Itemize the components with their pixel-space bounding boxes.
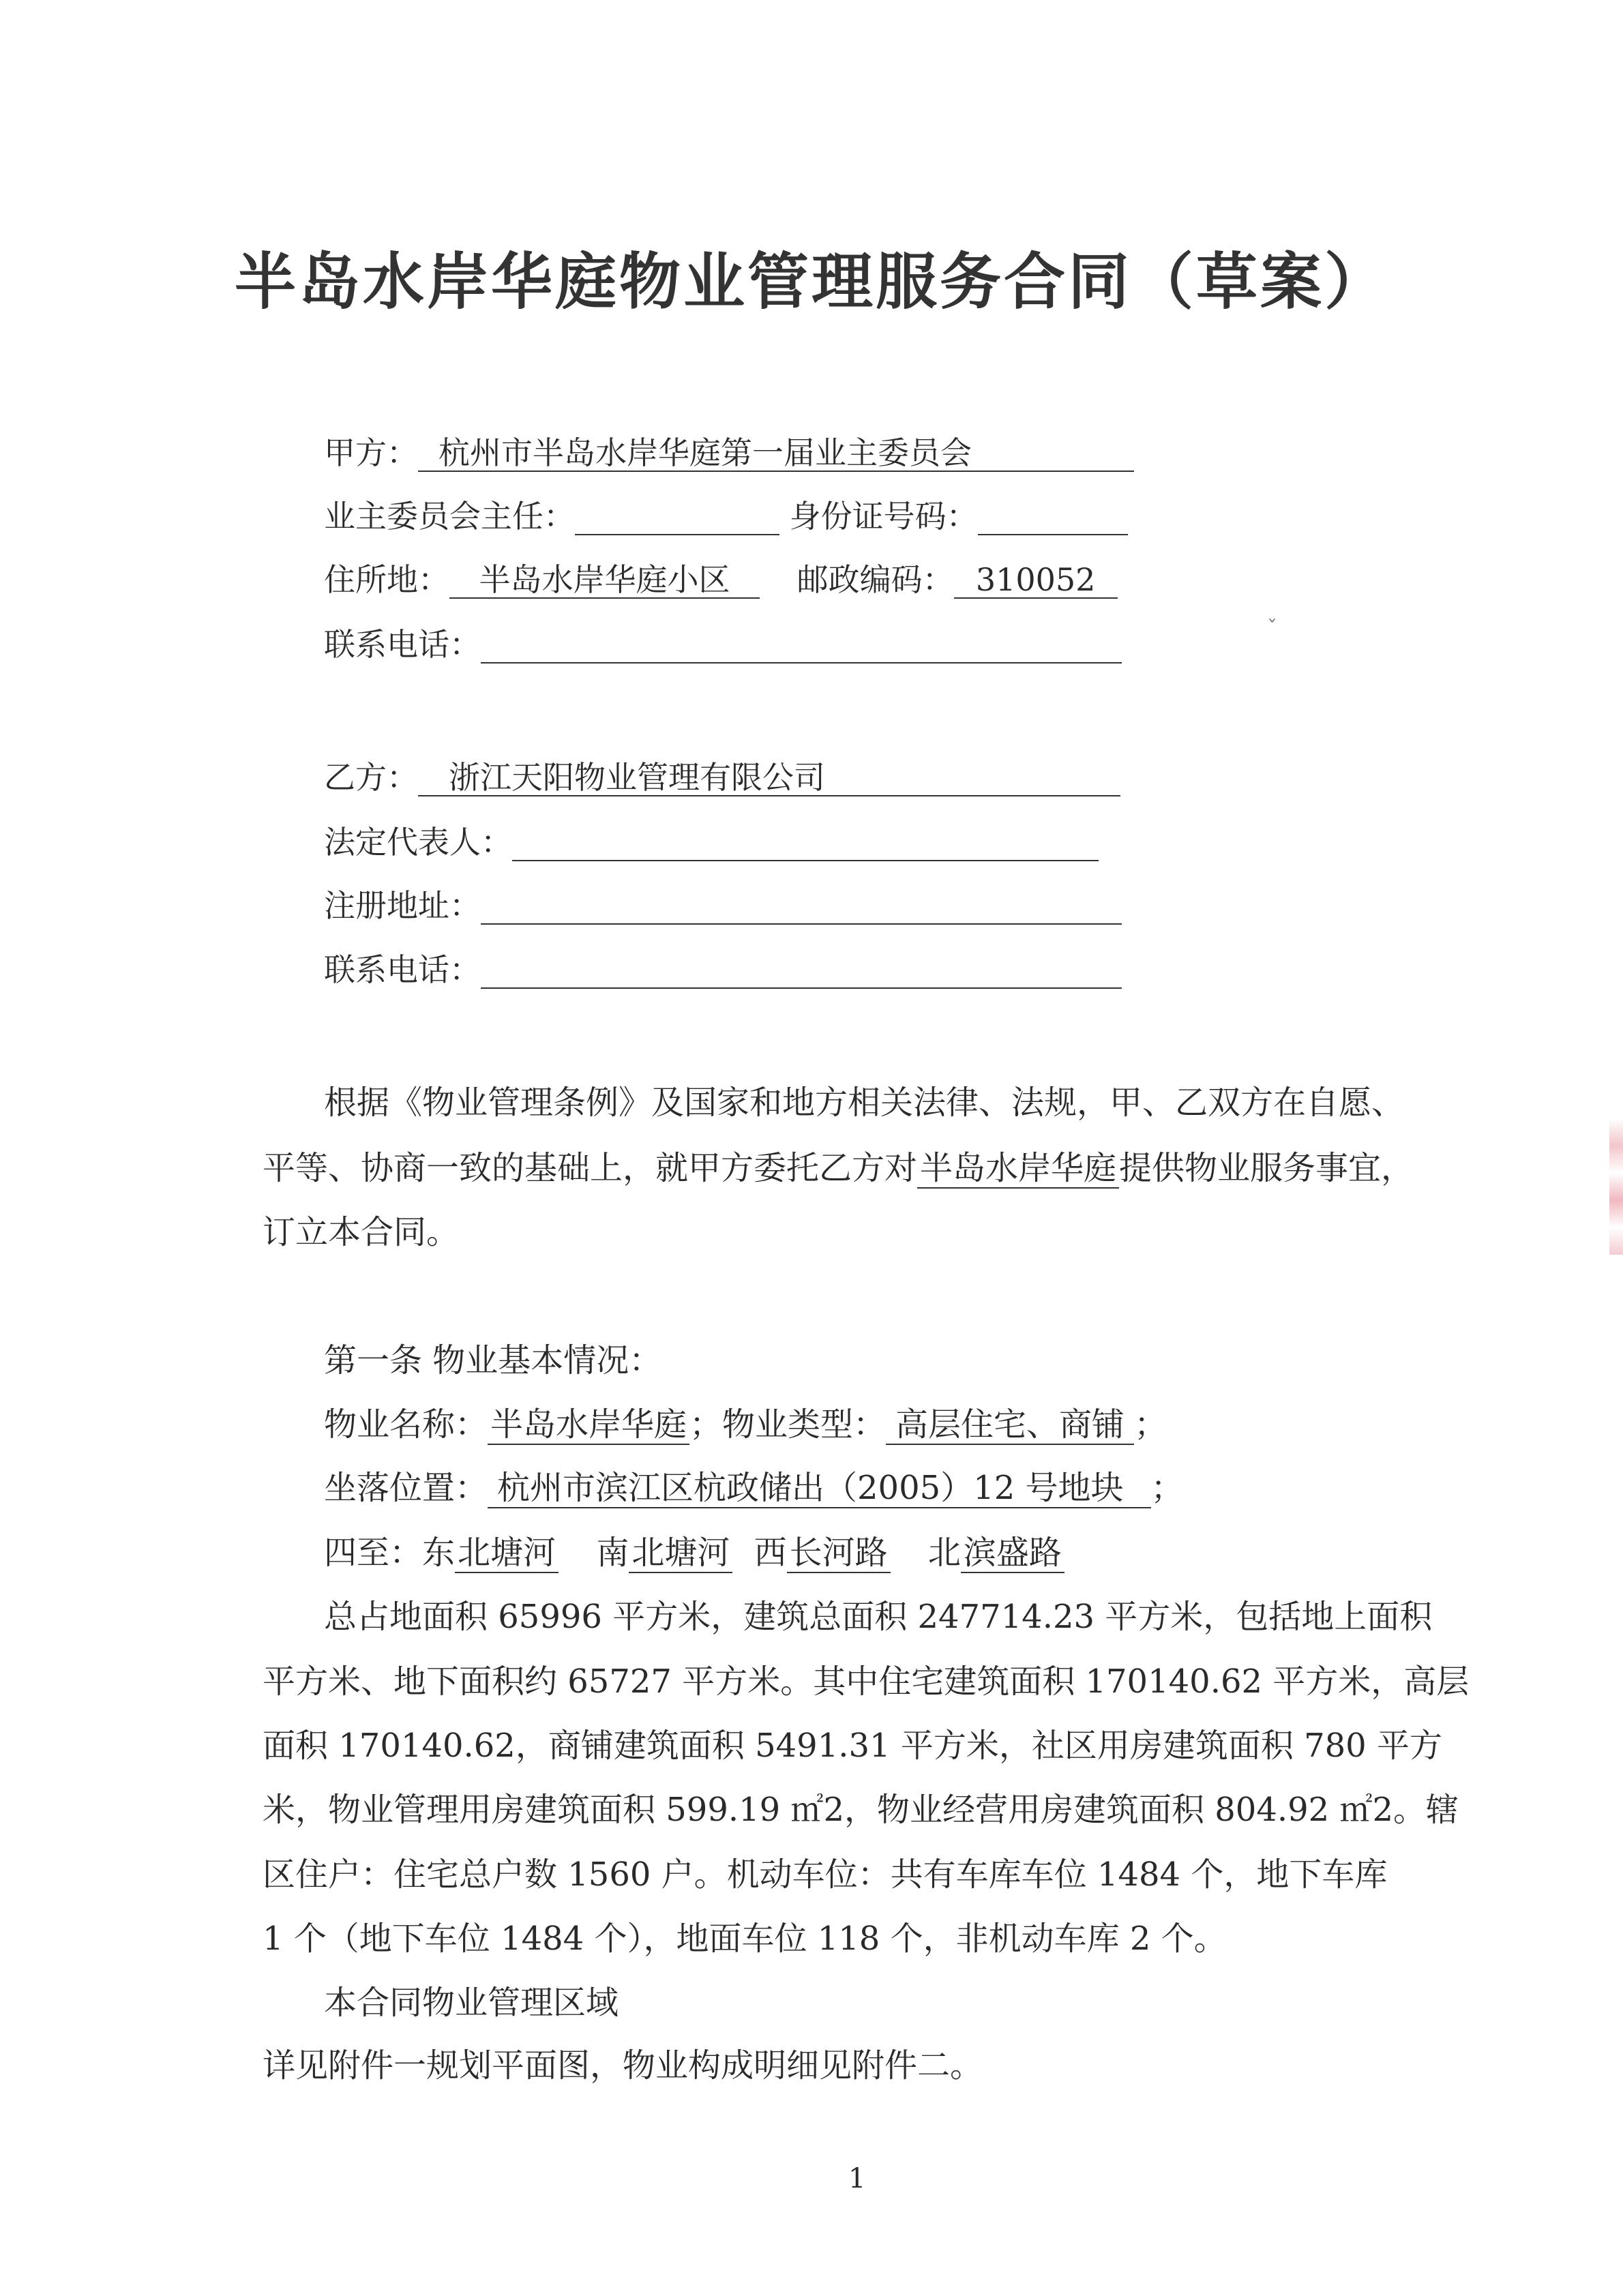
party-a-phone-label: 联系电话： bbox=[324, 626, 481, 663]
location-end: ； bbox=[1150, 1469, 1184, 1507]
property-name-label: 物业名称： bbox=[324, 1405, 488, 1444]
postcode-label: 邮政编码： bbox=[796, 561, 954, 598]
appendix-line: 详见附件一规划平面图，物业构成明细见附件二。 bbox=[263, 2046, 983, 2085]
article-1-heading: 第一条 物业基本情况： bbox=[324, 1341, 662, 1380]
location: 杭州市滨江区杭政储出（2005）12 号地块 bbox=[488, 1469, 1151, 1508]
preamble-text-a: 平等、协商一致的基础上，就甲方委托乙方对 bbox=[263, 1149, 918, 1187]
property-type: 高层住宅、商铺 bbox=[886, 1405, 1134, 1445]
location-label: 坐落位置： bbox=[324, 1469, 488, 1507]
legal-rep-line bbox=[324, 822, 1099, 863]
property-type-end: ； bbox=[1134, 1405, 1167, 1444]
preamble-line-3: 订立本合同。 bbox=[263, 1213, 460, 1251]
party-a-name: 杭州市半岛水岸华庭第一届业主委员会 bbox=[418, 432, 1134, 472]
area-line-5: 区住户：住宅总户数 1560 户。机动车位：共有车库车位 1484 个，地下车库 bbox=[263, 1855, 1388, 1894]
east-boundary: 北塘河 bbox=[455, 1534, 559, 1573]
party-a-label: 甲方： bbox=[324, 434, 418, 471]
boundary-line bbox=[324, 1526, 1064, 1573]
party-b-line bbox=[324, 757, 1120, 798]
north-prefix: 北 bbox=[927, 1534, 961, 1572]
area-line-3: 面积 170140.62，商铺建筑面积 5491.31 平方米，社区用房建筑面积 780 平方 bbox=[263, 1727, 1442, 1765]
party-a-address: 半岛水岸华庭小区 bbox=[449, 559, 760, 599]
reg-address-line bbox=[324, 885, 1122, 926]
party-b-phone-label: 联系电话： bbox=[324, 951, 481, 988]
party-a-line bbox=[324, 432, 1134, 473]
party-a-address-line bbox=[324, 559, 1118, 600]
party-b-phone bbox=[481, 949, 1122, 989]
director-field bbox=[575, 496, 779, 535]
scan-speck: ˇ bbox=[1267, 616, 1277, 640]
preamble-property: 半岛水岸华庭 bbox=[917, 1149, 1119, 1189]
south-boundary: 北塘河 bbox=[629, 1534, 732, 1573]
party-b-label: 乙方： bbox=[324, 759, 418, 796]
property-type-label: ；物业类型： bbox=[689, 1405, 887, 1444]
director-label: 业主委员会主任： bbox=[324, 498, 575, 535]
north-boundary: 滨盛路 bbox=[961, 1534, 1064, 1573]
reg-address-field bbox=[481, 885, 1122, 925]
area-line-2: 平方米、地下面积约 65727 平方米。其中住宅建筑面积 170140.62 平方米，高层 bbox=[263, 1663, 1470, 1701]
id-number-field bbox=[978, 496, 1128, 535]
party-b-name: 浙江天阳物业管理有限公司 bbox=[418, 757, 1120, 796]
reg-address-label: 注册地址： bbox=[324, 887, 481, 924]
director-line bbox=[324, 496, 1128, 537]
postcode: 310052 bbox=[954, 559, 1118, 599]
property-name-line bbox=[324, 1398, 1167, 1445]
south-prefix: 南 bbox=[596, 1534, 629, 1572]
east-prefix: 东 bbox=[422, 1534, 456, 1572]
west-boundary: 长河路 bbox=[787, 1534, 891, 1573]
party-a-address-label: 住所地： bbox=[324, 561, 449, 598]
area-line-1: 总占地面积 65996 平方米，建筑总面积 247714.23 平方米，包括地上面积 bbox=[324, 1598, 1433, 1636]
legal-rep-field bbox=[512, 822, 1099, 861]
preamble-text-b: 提供物业服务事宜， bbox=[1119, 1149, 1414, 1187]
id-number-label: 身份证号码： bbox=[789, 498, 978, 535]
preamble-line-2 bbox=[263, 1142, 1414, 1189]
legal-rep-label: 法定代表人： bbox=[324, 824, 512, 861]
west-prefix: 西 bbox=[754, 1534, 787, 1572]
property-name: 半岛水岸华庭 bbox=[488, 1405, 689, 1445]
party-a-phone-line bbox=[324, 624, 1122, 665]
boundary-label: 四至： bbox=[324, 1534, 423, 1572]
party-b-phone-line bbox=[324, 949, 1122, 990]
area-line-6: 1 个（地下车位 1484 个），地面车位 118 个，非机动车库 2 个。 bbox=[263, 1920, 1227, 1958]
area-line-4: 米，物业管理用房建筑面积 599.19 ㎡2，物业经营用房建筑面积 804.92 ㎡2。辖 bbox=[263, 1791, 1459, 1829]
document-title: 半岛水岸华庭物业管理服务合同（草案） bbox=[235, 245, 1388, 318]
party-a-phone bbox=[481, 624, 1122, 664]
preamble-line-1: 根据《物业管理条例》及国家和地方相关法律、法规，甲、乙双方在自愿、 bbox=[324, 1084, 1405, 1122]
seal-edge-mark bbox=[1609, 1118, 1623, 1255]
scope-line: 本合同物业管理区域 bbox=[324, 1984, 619, 2022]
page-number: 1 bbox=[848, 2163, 866, 2194]
location-line bbox=[324, 1461, 1184, 1508]
